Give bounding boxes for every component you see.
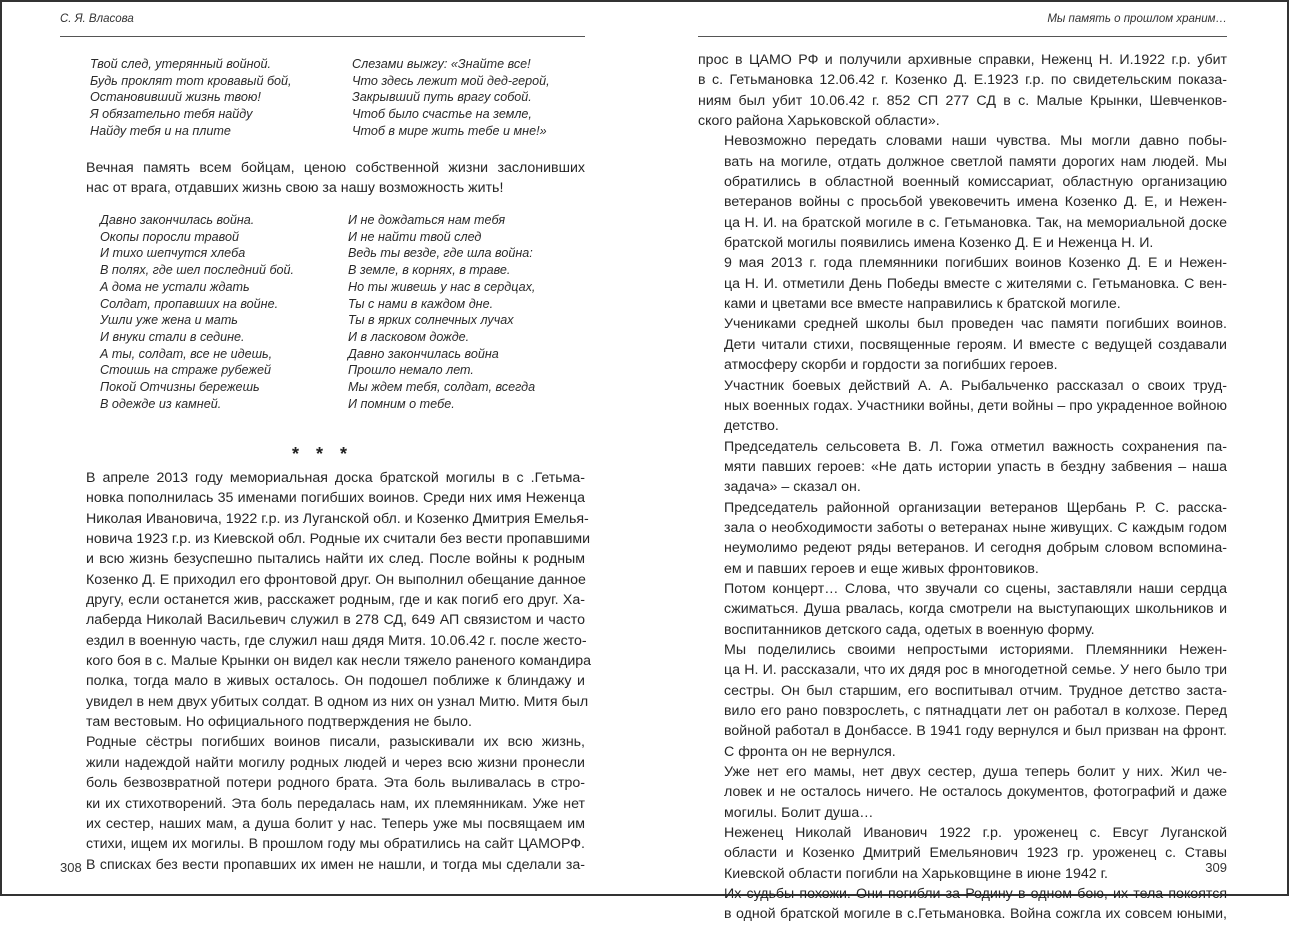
text-line: и всю жизнь безуспешно пытались найти их след. После войны к родным (86, 551, 585, 568)
text-line: неумолимо редеют ряды ветеранов. И сегодня добрым словом вспомина- (724, 540, 1227, 557)
text-line: Козенко Д. Е приходил его фронтовой друг. Он выполнил обещание данное (86, 571, 586, 588)
text-line: С фронта он не вернулся. (724, 743, 896, 760)
text-line: лаберда Николай Васильевич служил в 278 СД, 649 АП связистом и часто (86, 612, 585, 629)
text-line: увидел в нем двух убитых солдат. В одном из них он узнал Митю. Митя был (86, 693, 589, 710)
text-line: нас от врага, отдавших жизнь свою за нашу возможность жить! (86, 180, 504, 197)
text-line: области и Козенко Дмитрий Емельянович 1923 гр. уроженец с. Ставы (724, 845, 1227, 862)
header-rule (60, 36, 585, 37)
page-number: 309 (1205, 860, 1227, 875)
body-text (698, 50, 1227, 925)
right-page (698, 0, 1227, 923)
poem-line: Твой след, утерянный войной. (90, 57, 272, 71)
text-line: ловек и не осталось ничего. Не осталось документов, фотографий и даже (724, 784, 1227, 801)
text-line: Уже нет его мамы, нет двух сестер, душа теперь болит у них. Жил че- (724, 764, 1227, 781)
poem-column-right (348, 212, 608, 412)
poem-line: Что здесь лежит мой дед-герой, (352, 73, 550, 88)
text-line: войной работал в Донбассе. В 1941 году вернулся и был призван на фронт. (724, 723, 1227, 740)
paragraph (60, 158, 585, 199)
text-line: Киевской области погибли на Харьковщине в июне 1942 г. (724, 865, 1108, 882)
text-line: ниям был убит 10.06.42 г. 852 СП 277 СД в с. Малые Крынки, Шевченков- (698, 92, 1227, 109)
poem-line: Чтоб в мире жить тебе и мне!» (352, 123, 547, 138)
text-line: Неженец Николай Иванович 1922 г.р. уроженец с. Евсуг Луганской (724, 825, 1227, 842)
frame-border-left (0, 0, 2, 896)
poem-line: И тихо шепчутся хлеба (100, 246, 246, 261)
paragraph (60, 732, 585, 874)
paragraph (698, 823, 1227, 884)
text-line: мяти павших героев: «Не дать истории упасть в бездну забвения – наша (724, 458, 1227, 475)
paragraph (698, 50, 1227, 131)
paragraph (698, 437, 1227, 498)
poem-line: И не найти твой след (348, 229, 482, 244)
running-head-author: С. Я. Власова (60, 13, 134, 25)
poem-line: Ты с нами в каждом дне. (348, 296, 494, 311)
text-line: Невозможно передать словами наши чувства. Мы могли давно побы- (724, 133, 1227, 150)
paragraph (698, 253, 1227, 314)
text-line: ных военных годах. Участники войны, дети войны – про украденное войною (724, 397, 1227, 414)
text-line: 9 мая 2013 г. года племянники погибших воинов Козенко Д. Е и Нежен- (724, 255, 1227, 272)
paragraph (698, 314, 1227, 375)
text-line: стихи, ищем их могилы. В прошлом году мы обратились на сайт ЦАМОРФ. (86, 836, 585, 853)
poem-column-left (100, 212, 348, 412)
text-line: Потом концерт… Слова, что звучали со сцены, заставляли наши сердца (724, 580, 1227, 597)
text-line: Дети читали стихи, посвященные героям. И вместе с ведущей создавали (724, 336, 1227, 353)
text-line: ем и павших героев и еще живых фронтовиков. (724, 560, 1039, 577)
text-line: ки их стихотворений. Эта боль передалась нам, их племянникам. Уже нет (86, 795, 585, 812)
paragraph (698, 498, 1227, 579)
text-line: ца Н. И. отметили День Победы вместе с жителями с. Гетьмановка. С вен- (724, 275, 1227, 292)
paragraph (60, 468, 592, 732)
poem-line: Найду тебя и на плите (90, 123, 231, 138)
text-line: новича 1923 г.р. из Киевской обл. Родные их считали без вести пропавшими (86, 531, 591, 548)
text-line: их сестер, наших мам, а душа болит у нас. Теперь уже мы посвящаем им (86, 815, 585, 832)
text-line: в одной братской могиле в с.Гетьмановка. Война сожгла их совсем юными, (724, 906, 1227, 923)
running-head-title: Мы память о прошлом храним… (1047, 13, 1227, 25)
text-line: атмосферу скорби и гордости за погибших героев. (724, 357, 1058, 374)
paragraph (698, 762, 1227, 823)
poem-line: В одежде из камней. (100, 396, 222, 411)
paragraph (698, 640, 1227, 762)
poem-line: Слезами выжгу: «Знайте все! (352, 57, 531, 71)
poem-line: Мы ждем тебя, солдат, всегда (348, 380, 536, 395)
section-separator-asterisks: * * * (291, 444, 354, 464)
poem-line: В полях, где шел последний бой. (100, 263, 295, 278)
poem-line: Солдат, пропавших на войне. (100, 296, 279, 311)
poem-column-right (352, 56, 612, 140)
poem-stanza-1 (90, 56, 612, 140)
poem-line: Ведь ты везде, где шла война: (348, 246, 533, 261)
text-line: Учениками средней школы был проведен час памяти погибших воинов. (724, 316, 1227, 333)
poem-column-left (90, 56, 352, 140)
text-line: Их судьбы похожи. Они погибли за Родину в одном бою, их тела покоятся (724, 886, 1227, 903)
text-line: братской могилы появились имена Козенко Д. Е и Неженца Н. И. (724, 235, 1154, 252)
text-line: зала о необходимости заботы о ветеранах ныне живущих. С каждым годом (724, 519, 1227, 536)
poem-line: А ты, солдат, все не идешь, (100, 346, 273, 361)
header-rule (698, 36, 1227, 37)
poem-line: Чтоб было счастье на земле, (352, 107, 532, 122)
text-line: там вестовым. Но официального подтверждения не было. (86, 714, 472, 731)
poem-line: И внуки стали в седине. (100, 329, 245, 344)
text-line: Председатель районной организации ветеранов Щербань Р. С. расска- (724, 499, 1227, 516)
poem-line: Ты в ярких солнечных лучах (348, 313, 514, 328)
poem-line: Давно закончилась война. (100, 213, 255, 227)
poem-line: Окопы поросли травой (100, 229, 239, 244)
text-line: ца Н. И. рассказали, что их дядя рос в многодетной семье. У него было три (724, 662, 1227, 679)
text-line: ского района Харьковской области». (698, 113, 940, 130)
text-line: ца Н. И. на братской могиле в с. Гетьмановка. Так, на мемориальной доске (724, 214, 1227, 231)
poem-line: И не дождаться нам тебя (348, 213, 506, 227)
text-line: Николая Ивановича, 1922 г.р. из Луганской обл. и Козенко Дмитрия Емелья- (86, 510, 589, 527)
text-line: В списках без вести пропавших их имен не нашли, и тогда мы сделали за- (86, 856, 585, 873)
text-line: Участник боевых действий А. А. Рыбальченко рассказал о своих труд- (724, 377, 1227, 394)
text-line: ездил в военную часть, где служил наш дядя Митя. 10.06.42 г. после жесто- (86, 632, 587, 649)
poem-line: Прошло немало лет. (348, 363, 474, 378)
text-line: прос в ЦАМО РФ и получили архивные справки, Неженц Н. И.1922 г.р. убит (698, 52, 1227, 68)
text-line: другу, если останется жив, расскажет родным, где и как погиб его друг. Ха- (86, 592, 585, 609)
text-line: вило его рано повзрослеть, с пятнадцати лет он работал в колхозе. Перед (724, 703, 1227, 719)
poem-line: Закрывший путь врагу собой. (352, 90, 532, 105)
text-line: обратились в областной военный комиссариат, областную организацию (724, 174, 1227, 191)
poem-line: Стоишь на страже рубежей (100, 363, 272, 378)
text-line: ветеранов войны с просьбой увековечить имена Козенко Д. Е, и Нежен- (724, 194, 1227, 211)
text-line: сестры. Он был старшим, его воспитывал отчим. Трудное детство заста- (724, 682, 1227, 699)
paragraph (698, 131, 1227, 253)
text-line: боль безвозвратной потери родного брата. Эта боль выливалась в стро- (86, 775, 585, 792)
text-line: в с. Гетьмановка 12.06.42 г. Козенко Д. Е.1923 г.р. по свидетельским показа- (698, 72, 1227, 89)
poem-line: Но ты живешь у нас в сердцах, (348, 279, 536, 294)
paragraph (698, 376, 1227, 437)
text-line: В апреле 2013 году мемориальная доска братской могилы в с .Гетьма- (86, 470, 585, 486)
text-line: кого боя в с. Малые Крынки он видел как несли тяжело раненого командира (86, 653, 592, 670)
text-line: воспитанников детского сада, одетых в военную форму. (724, 621, 1095, 638)
poem-line: В земле, в корнях, в траве. (348, 263, 511, 278)
poem-line: Покой Отчизны бережешь (100, 380, 260, 395)
text-line: детство. (724, 418, 779, 435)
text-line: Председатель сельсовета В. Л. Гожа отметил важность сохранения па- (724, 438, 1227, 455)
text-line: сжиматься. Душа рвалась, когда смотрели на выступающих школьников и (724, 601, 1227, 618)
poem-line: Остановивший жизнь твою! (90, 90, 261, 105)
paragraph (698, 579, 1227, 640)
poem-line: Ушли уже жена и мать (100, 313, 238, 328)
text-line: полка, тогда мало в живых осталось. Он подошел поближе к блиндажу и (86, 673, 585, 690)
poem-line: Я обязательно тебя найду (90, 107, 253, 122)
poem-line: Будь проклят тот кровавый бой, (90, 73, 292, 88)
body-text (60, 468, 592, 875)
text-line: задача» – сказал он. (724, 479, 861, 496)
memorial-dedication-paragraph (60, 158, 585, 199)
left-page (60, 0, 592, 896)
poem-stanza-2 (100, 212, 608, 412)
text-line: ками и цветами все вместе направились к братской могиле. (724, 296, 1121, 313)
text-line: вать на могиле, отдать должное светлой памяти дорогих нам людей. Мы (724, 153, 1227, 170)
poem-line: А дома не устали ждать (100, 279, 250, 294)
text-line: могилы. Болит душа… (724, 804, 874, 821)
poem-line: И в ласковом дожде. (348, 329, 470, 344)
poem-line: Давно закончилась война (348, 346, 499, 361)
text-line: Мы поделились своими непростыми историями. Племянники Нежен- (724, 641, 1227, 658)
page-number: 308 (60, 860, 82, 875)
text-line: новка пополнилась 35 именами погибших воинов. Среди них имя Неженца (86, 490, 585, 507)
text-line: Вечная память всем бойцам, ценою собственной жизни заслонивших (86, 160, 585, 176)
text-line: жили надеждой найти могилу родных людей и через всю жизни пронесли (86, 754, 585, 771)
paragraph (698, 884, 1227, 925)
text-line: Родные сёстры погибших воинов писали, разыскивали их всю жизнь, (86, 734, 585, 751)
poem-line: И помним о тебе. (348, 396, 455, 411)
